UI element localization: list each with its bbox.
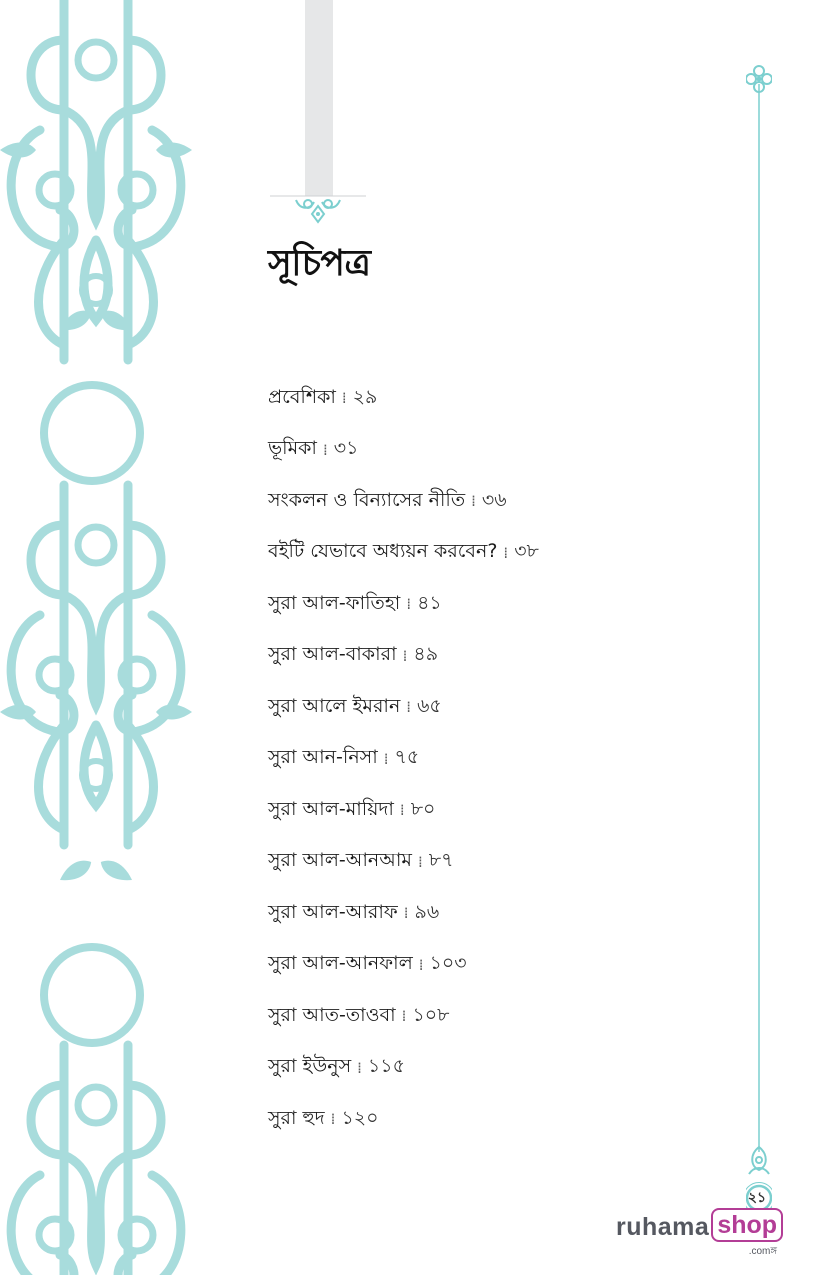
toc-entry: [268, 631, 539, 683]
toc-separator: ⁞: [402, 646, 408, 665]
toc-entry-page: ১০৮: [412, 1003, 450, 1026]
toc-entry: [268, 888, 539, 940]
toc-entry: [268, 579, 539, 631]
toc-entry: [268, 940, 539, 992]
watermark-brand: ruhama: [616, 1213, 710, 1241]
toc-entry-label: সুরা আত-তাওবা: [268, 1003, 396, 1026]
toc-separator: ⁞: [341, 389, 347, 408]
floral-border-ornament: [0, 0, 192, 1275]
toc-separator: ⁞: [418, 955, 424, 974]
toc-entry: [268, 991, 539, 1043]
toc-entry: [268, 1043, 539, 1095]
toc-entry: [268, 425, 539, 477]
vertical-rule-ornament: [746, 62, 772, 1222]
toc-entry: [268, 837, 539, 889]
toc-entry-label: প্রবেশিকা: [268, 385, 336, 408]
toc-separator: ⁞: [471, 492, 476, 511]
toc-entry: [268, 528, 539, 580]
toc-entry-page: ৮০: [410, 797, 436, 820]
toc-entry-label: সুরা আলে ইমরান: [268, 694, 401, 717]
watermark-shop: shop: [717, 1211, 778, 1239]
toc-entry-label: সুরা আল-ফাতিহা: [268, 591, 401, 614]
table-of-contents: [268, 373, 539, 1146]
toc-entry-page: ৯৬: [414, 900, 440, 923]
toc-entry-label: সুরা আল-আনফাল: [268, 952, 413, 975]
toc-entry-label: সুরা আল-আরাফ: [268, 900, 398, 923]
toc-separator: ⁞: [406, 698, 412, 717]
toc-entry-label: ভূমিকা: [268, 437, 317, 460]
toc-separator: ⁞: [330, 1110, 336, 1129]
toc-entry-page: ১২০: [341, 1106, 379, 1129]
toc-entry-page: ৩৮: [514, 540, 539, 563]
toc-separator: ⁞: [322, 440, 328, 459]
toc-entry-page: ৮৭: [428, 849, 454, 872]
toc-entry-page: ৩৬: [481, 488, 507, 511]
toc-entry: [268, 476, 539, 528]
toc-separator: ⁞: [417, 852, 423, 871]
toc-entry-label: সুরা আল-আনআম: [268, 849, 412, 872]
toc-entry-label: সুরা হুদ: [268, 1106, 325, 1129]
toc-separator: ⁞: [399, 801, 405, 820]
toc-entry-page: ৭৫: [394, 746, 420, 769]
page-title: সূচিপত্র: [268, 242, 371, 284]
toc-entry-label: সুরা আল-বাকারা: [268, 643, 397, 666]
toc-separator: ⁞: [383, 749, 389, 768]
toc-separator: ⁞: [406, 595, 412, 614]
toc-separator: ⁞: [403, 904, 409, 923]
toc-entry-page: ৬৫: [417, 694, 442, 717]
toc-separator: ⁞: [357, 1058, 362, 1077]
toc-entry: [268, 734, 539, 786]
toc-entry-page: ২৯: [352, 385, 378, 408]
toc-entry-label: বইটি যেভাবে অধ্যয়ন করবেন?: [268, 540, 498, 563]
toc-entry-label: সুরা আন-নিসা: [268, 746, 378, 769]
toc-entry-label: সুরা ইউনুস: [268, 1055, 352, 1078]
page-tab-decoration: [305, 0, 333, 196]
toc-entry: [268, 1094, 539, 1146]
toc-entry-label: সুরা আল-মায়িদা: [268, 797, 394, 820]
toc-entry-page: ৩১: [333, 437, 359, 460]
watermark-shop-badge: [711, 1208, 783, 1242]
watermark-domain: .comঙ্গ: [748, 1246, 778, 1257]
toc-entry-label: সংকলন ও বিন্যাসের নীতি: [268, 488, 466, 511]
page-number: ২১: [747, 1190, 767, 1206]
toc-entry: [268, 373, 539, 425]
toc-entry: [268, 682, 539, 734]
toc-entry-page: ১১৫: [367, 1055, 405, 1078]
toc-entry-page: ৪৯: [413, 643, 439, 666]
toc-separator: ⁞: [503, 543, 509, 562]
watermark: [616, 1208, 783, 1260]
toc-entry-page: ৪১: [417, 591, 442, 614]
floral-motif-icon: [268, 192, 368, 224]
toc-separator: ⁞: [401, 1007, 407, 1026]
toc-entry: [268, 785, 539, 837]
toc-entry-page: ১০৩: [429, 952, 467, 975]
